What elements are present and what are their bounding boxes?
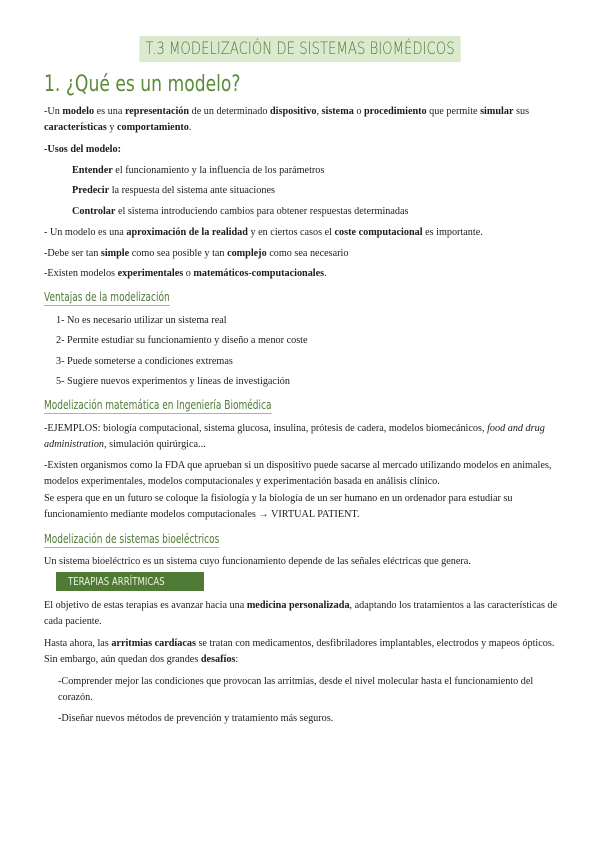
desafio-item: -Comprender mejor las condiciones que provocan las arritmias, desde el nivel molecular hasta el funcionamiento del corazón. [58, 676, 534, 703]
ejemplos-paragraph: -EJEMPLOS: biología computacional, sistema glucosa, insulina, prótesis de cadera, modelos biomecánicos, food and drug administration, simulación quirúrgica... [44, 423, 545, 450]
title-container [0, 36, 600, 62]
section-heading-modelo: 1. ¿Qué es un modelo? [44, 72, 241, 97]
uso-item: Entender el funcionamiento y la influencia de los parámetros [72, 165, 325, 176]
uso-item: Predecir la respuesta del sistema ante situaciones [72, 185, 275, 196]
section-heading-ventajas: Ventajas de la modelización [44, 289, 170, 304]
ventaja-item: 1- No es necesario utilizar un sistema real [56, 315, 227, 326]
definition-paragraph: -Un modelo es una representación de un determinado dispositivo, sistema o procedimiento que permite simular sus características y comportamiento. [44, 106, 530, 133]
uso-item: Controlar el sistema introduciendo cambios para obtener respuestas determinadas [72, 206, 409, 217]
section-heading-bioelectricos: Modelización de sistemas bioeléctricos [44, 531, 220, 546]
futuro-paragraph: Se espera que en un futuro se coloque la fisiología y la biología de un ser humano en un ordenador para estudiar su funcionamiento mediante modelos computacionales → VIRTUAL PATIENT. [44, 493, 513, 520]
ventaja-item: 5- Sugiere nuevos experimentos y líneas de investigación [56, 376, 290, 387]
simple-paragraph: -Debe ser tan simple como sea posible y tan complejo como sea necesario [44, 248, 349, 259]
desafio-item: -Diseñar nuevos métodos de prevención y tratamiento más seguros. [58, 713, 334, 724]
hasta-paragraph: Hasta ahora, las arritmias cardíacas se tratan con medicamentos, desfibriladores implantables, electrodos y mapeos ópticos. Sin embargo, aún quedan dos grandes desafíos: [44, 638, 555, 665]
ventaja-item: 3- Puede someterse a condiciones extremas [56, 356, 233, 367]
fda-paragraph: -Existen organismos como la FDA que aprueban si un dispositivo puede sacarse al mercado utilizando modelos en animales, modelos experimentales, modelos computacionales y experimentación basada en análisis clínico. [44, 460, 552, 487]
objetivo-paragraph: El objetivo de estas terapias es avanzar hacia una medicina personalizada, adaptando los tratamientos a las características de cada paciente. [44, 600, 558, 627]
page-title: T.3 MODELIZACIÓN DE SISTEMAS BIOMÉDICOS [139, 36, 461, 62]
aproximacion-paragraph: - Un modelo es una aproximación de la realidad y en ciertos casos el coste computacional es importante. [44, 227, 483, 238]
section-heading-matematica: Modelización matemática en Ingeniería Biomédica [44, 397, 272, 412]
ventaja-item: 2- Permite estudiar su funcionamiento y diseño a menor coste [56, 335, 308, 346]
usos-heading: -Usos del modelo: [44, 144, 121, 155]
subheading-terapias: TERAPIAS ARRÍTMICAS [56, 572, 204, 591]
existen-paragraph: -Existen modelos experimentales o matemáticos-computacionales. [44, 268, 327, 279]
bioelectrico-paragraph: Un sistema bioeléctrico es un sistema cuyo funcionamiento depende de las señales eléctricas que genera. [44, 556, 471, 567]
